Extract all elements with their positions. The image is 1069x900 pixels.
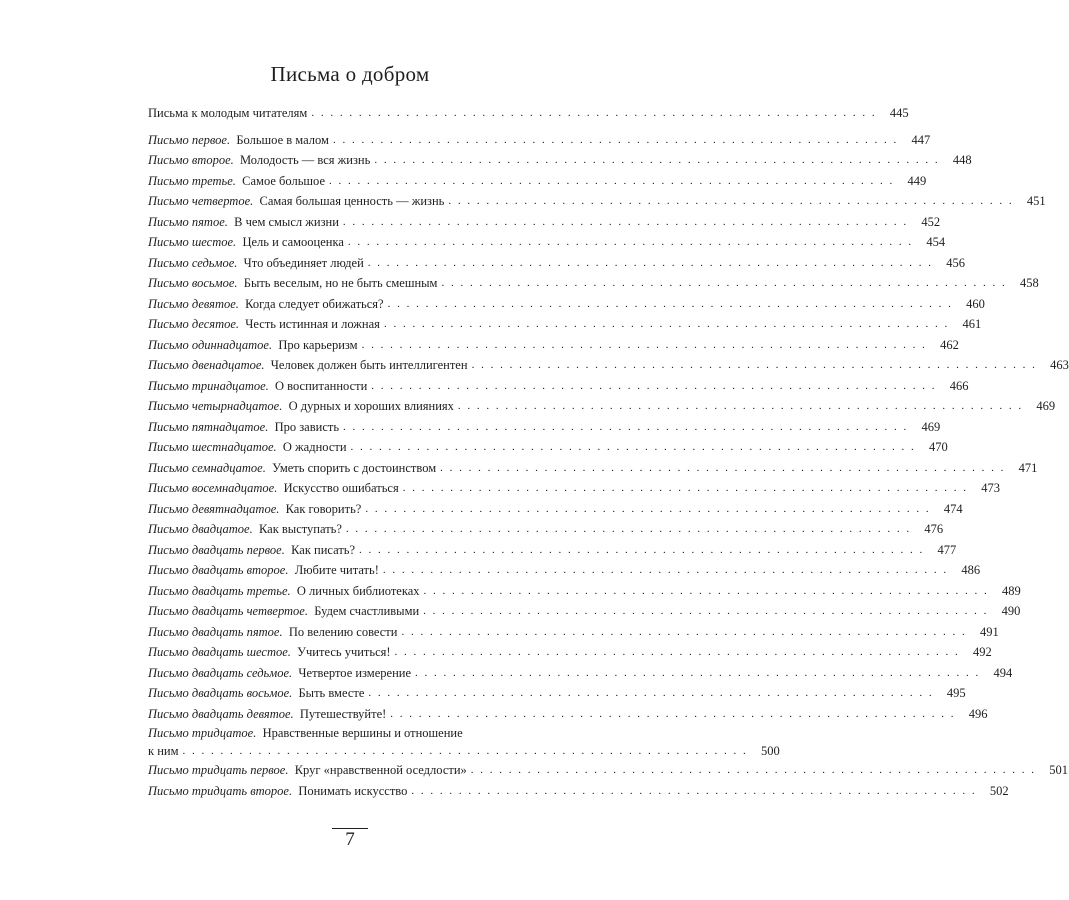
- toc-entry-text: [148, 642, 391, 663]
- toc-row-11: [148, 335, 959, 356]
- toc-entry-label: Письмо двенадцатое.: [148, 358, 265, 372]
- toc-entry-label: Письмо тридцать первое.: [148, 763, 289, 777]
- toc-entry-page: 496: [968, 706, 988, 721]
- dot-leader: [329, 171, 894, 192]
- toc-entry-page: 494: [993, 665, 1013, 680]
- toc-entry-text: [148, 376, 367, 397]
- toc-row-2: [148, 150, 972, 171]
- toc-row-6: [148, 232, 946, 253]
- toc-entry-label: Письмо двадцать седьмое.: [148, 665, 293, 680]
- toc-entry-text: [148, 601, 419, 622]
- toc-entry-text: [148, 760, 467, 781]
- toc-entry-text: [148, 540, 355, 561]
- toc-entry-title: В чем смысл жизни: [234, 214, 339, 229]
- toc-entry-page: 454: [926, 235, 946, 249]
- toc-entry-label: Письмо двадцать шестое.: [148, 645, 291, 659]
- toc-row-1: [148, 130, 931, 151]
- toc-row-4: [148, 191, 1046, 212]
- toc-entry-text: [148, 560, 379, 581]
- toc-row-5: [148, 212, 941, 233]
- toc-entry-page: 486: [961, 563, 981, 577]
- toc-entry-text: [148, 335, 358, 356]
- toc-entry-label: Письмо седьмое.: [148, 255, 238, 270]
- toc-entry-title: Честь истинная и ложная: [245, 317, 380, 331]
- toc-entry-page: 466: [949, 378, 969, 393]
- toc-entry-page: 474: [943, 501, 963, 516]
- toc-entry-page: 456: [946, 255, 966, 270]
- toc-entry-title: Про зависть: [274, 419, 340, 434]
- toc-entry-label: Письмо тринадцатое.: [148, 378, 269, 393]
- toc-entry-title: Самая большая ценность — жизнь: [259, 194, 445, 208]
- dot-leader: [403, 478, 968, 499]
- toc-entry-page: 462: [940, 337, 959, 352]
- toc-entry-page: 489: [1002, 583, 1021, 598]
- dot-leader: [424, 581, 989, 602]
- toc-entry-title: О воспитанности: [275, 378, 368, 393]
- dot-leader: [343, 417, 908, 438]
- toc-row-23: [148, 581, 1021, 602]
- toc-entry-label: Письмо пятнадцатое.: [148, 419, 269, 434]
- dot-leader: [441, 273, 1006, 294]
- dot-leader: [472, 355, 1037, 376]
- toc-entry-label: Письмо девятое.: [148, 296, 239, 311]
- toc-row-10: [148, 314, 982, 335]
- toc-entry-page: 447: [911, 132, 931, 147]
- toc-entry-text: [148, 663, 411, 684]
- toc-row-22: [148, 560, 981, 581]
- toc-entry-page: 458: [1019, 276, 1039, 290]
- toc-entry-text: [148, 294, 384, 315]
- dot-leader: [395, 642, 960, 663]
- toc-entry-title: О жадности: [282, 440, 347, 454]
- toc-entry-page: 452: [921, 214, 941, 229]
- toc-row-9: [148, 294, 985, 315]
- toc-entry-page: 470: [929, 440, 948, 454]
- toc-entry-text: [148, 499, 361, 520]
- toc-row-18: [148, 478, 1000, 499]
- dot-leader: [384, 314, 949, 335]
- toc-entry-text: [148, 130, 329, 151]
- toc-entry-page: 473: [981, 481, 1000, 495]
- toc-entry-text: [148, 171, 325, 192]
- toc-entry-title-cont: к ним: [148, 744, 179, 758]
- toc-entry-page: 471: [1018, 460, 1038, 475]
- toc-entry-label: Письмо восьмое.: [148, 276, 238, 290]
- toc-row-3: [148, 171, 927, 192]
- toc-entry-label: Письмо третье.: [148, 173, 236, 188]
- toc-entry-title: Человек должен быть интеллигентен: [270, 358, 468, 372]
- toc-entry-title: Быть веселым, но не быть смешным: [243, 276, 438, 290]
- toc-row-24: [148, 601, 1021, 622]
- dot-leader: [383, 560, 948, 581]
- toc-entry-title: Про карьеризм: [278, 337, 358, 352]
- toc-entry-page: 500: [761, 744, 780, 758]
- toc-entry-page: 469: [921, 419, 941, 434]
- toc-entry-title: Молодость — вся жизнь: [240, 153, 371, 167]
- toc-entry-page: 501: [1049, 763, 1069, 777]
- dot-leader: [448, 191, 1013, 212]
- toc-row-15: [148, 417, 941, 438]
- toc-entry-label: Письмо девятнадцатое.: [148, 501, 280, 516]
- toc-entry-page: 491: [979, 624, 999, 639]
- toc-entry-title: Быть вместе: [298, 686, 365, 700]
- toc-row-27: [148, 663, 1013, 684]
- toc-entry-title: Что объединяет людей: [243, 255, 364, 270]
- toc-row-17: [148, 458, 1038, 479]
- toc-entry-label: Письмо двадцатое.: [148, 522, 253, 536]
- toc-entry-label: Письмо второе.: [148, 153, 234, 167]
- toc-entry-text: [148, 191, 444, 212]
- toc-entry-page: 490: [1001, 604, 1021, 618]
- toc-entry-title: Понимать искусство: [298, 783, 408, 798]
- toc-entry-label: Письмо двадцать девятое.: [148, 706, 294, 721]
- dot-leader: [183, 742, 748, 760]
- toc-entry-text: [148, 232, 344, 253]
- toc-row-16: [148, 437, 948, 458]
- toc-entry-label: Письмо двадцать восьмое.: [148, 686, 293, 700]
- toc-row-14: [148, 396, 1056, 417]
- dot-leader: [423, 601, 988, 622]
- dot-leader: [401, 622, 966, 643]
- dot-leader: [388, 294, 953, 315]
- toc-entry-title: Большое в малом: [236, 132, 329, 147]
- toc-entry-label: Письмо восемнадцатое.: [148, 481, 278, 495]
- toc-entry-text: [148, 396, 454, 417]
- dot-leader: [359, 540, 924, 561]
- toc-intro-row: [148, 103, 909, 124]
- dot-leader: [351, 437, 916, 458]
- toc-entry-title: Учитесь учиться!: [297, 645, 391, 659]
- toc-entry-label: Письмо десятое.: [148, 317, 240, 331]
- toc-entry-page: 495: [946, 686, 966, 700]
- dot-leader: [348, 232, 913, 253]
- toc-entry-label: Письмо шестое.: [148, 235, 237, 249]
- toc-entry-label: Письмо двадцать пятое.: [148, 624, 283, 639]
- toc-row-12: [148, 355, 1069, 376]
- toc-entry-text: [148, 704, 386, 725]
- toc-entry-title: Круг «нравственной оседлости»: [294, 763, 467, 777]
- dot-leader: [415, 663, 980, 684]
- toc-entry-label: Письмо пятое.: [148, 214, 228, 229]
- dot-leader: [343, 212, 908, 233]
- toc-entry-title: По велению совести: [288, 624, 398, 639]
- toc-entry-label: Письмо двадцать четвертое.: [148, 604, 308, 618]
- toc-row-13: [148, 376, 969, 397]
- toc-row-28: [148, 683, 966, 704]
- toc-entry-text: [148, 355, 468, 376]
- toc-entry-title: О личных библиотеках: [296, 583, 420, 598]
- toc-entry-page: 502: [989, 783, 1009, 798]
- toc-row-26: [148, 642, 992, 663]
- dot-leader: [458, 396, 1023, 417]
- toc-entry-text: [148, 478, 399, 499]
- toc-intro-page: 445: [889, 106, 909, 120]
- toc-entry-title: Цель и самооценка: [242, 235, 344, 249]
- dot-leader: [368, 683, 933, 704]
- page-title: Письма о добром: [270, 62, 430, 86]
- toc-entry-page: 449: [907, 173, 927, 188]
- toc-row-19: [148, 499, 963, 520]
- toc-entry-text: [148, 150, 370, 171]
- dot-leader: [311, 103, 876, 124]
- page-number: 7: [345, 829, 355, 850]
- toc-entry-page: 460: [966, 296, 985, 311]
- toc-entry-label: Письмо двадцать второе.: [148, 563, 289, 577]
- toc-entry-text: [148, 683, 364, 704]
- toc-entry-text: [148, 581, 420, 602]
- toc-intro-title: Письма к молодым читателям: [148, 106, 308, 120]
- toc-entry-label: Письмо шестнадцатое.: [148, 440, 277, 454]
- toc-entry-page: 492: [973, 645, 992, 659]
- toc-row-20: [148, 519, 944, 540]
- toc-entry-title: Четвертое измерение: [298, 665, 411, 680]
- toc-entry-title: Самое большое: [242, 173, 326, 188]
- dot-leader: [333, 130, 898, 151]
- toc-entry-label: Письмо двадцать третье.: [148, 583, 291, 598]
- dot-leader: [440, 458, 1005, 479]
- toc-entry-title: Как говорить?: [285, 501, 362, 516]
- toc-entry-page: 477: [937, 542, 957, 557]
- toc-entry-title: Нравственные вершины и отношение: [262, 726, 463, 740]
- toc-entry-text: [148, 314, 380, 335]
- toc-entry-title: О дурных и хороших влияниях: [288, 399, 454, 413]
- toc-row-29: [148, 704, 988, 725]
- dot-leader: [362, 335, 927, 356]
- toc-entry-text: [148, 781, 407, 802]
- toc-entry-page: 461: [962, 317, 982, 331]
- toc-entry-title: Как выступать?: [258, 522, 342, 536]
- dot-leader: [374, 150, 939, 171]
- toc-entry-label: Письмо четвертое.: [148, 194, 254, 208]
- toc-entry-page: 463: [1050, 358, 1069, 372]
- toc-entry-label: Письмо одиннадцатое.: [148, 337, 273, 352]
- toc-row-7: [148, 253, 966, 274]
- toc-entry-text: [148, 458, 436, 479]
- toc-row-25: [148, 622, 999, 643]
- toc-entry-text: [148, 417, 339, 438]
- toc-row-31: [148, 760, 1069, 781]
- toc-entry-label: Письмо тридцать второе.: [148, 783, 293, 798]
- toc-entry-label: Письмо двадцать первое.: [148, 542, 285, 557]
- toc-entry-title: Искусство ошибаться: [283, 481, 399, 495]
- toc-entry-title: Когда следует обижаться?: [245, 296, 384, 311]
- toc-entry-text: [148, 519, 342, 540]
- toc-row-8: [148, 273, 1039, 294]
- toc-entry-text: [148, 253, 364, 274]
- toc-entry-page: 469: [1036, 399, 1056, 413]
- dot-leader: [368, 253, 933, 274]
- toc-entry-title: Как писать?: [291, 542, 356, 557]
- toc-entry-text: [148, 622, 397, 643]
- dot-leader: [411, 781, 976, 802]
- dot-leader: [346, 519, 911, 540]
- toc-entry-title: Путешествуйте!: [299, 706, 387, 721]
- toc-entry-page: 451: [1026, 194, 1046, 208]
- toc-entry-page: 476: [924, 522, 944, 536]
- toc-row-21: [148, 540, 957, 561]
- toc-entry-page: 448: [952, 153, 972, 167]
- toc-entry-label: Письмо семнадцатое.: [148, 460, 266, 475]
- toc-entry-label: Письмо тридцатое.: [148, 726, 257, 740]
- toc-row-32: [148, 781, 1009, 802]
- toc-entry-label: Письмо первое.: [148, 132, 231, 147]
- toc-entry-text: [148, 212, 339, 233]
- dot-leader: [471, 760, 1036, 781]
- toc-entry-text: [148, 273, 437, 294]
- dot-leader: [371, 376, 936, 397]
- dot-leader: [365, 499, 930, 520]
- toc-entry-title: Будем счастливыми: [314, 604, 420, 618]
- dot-leader: [390, 704, 955, 725]
- toc-entry-label: Письмо четырнадцатое.: [148, 399, 283, 413]
- toc-entry-text: [148, 437, 347, 458]
- toc-entry-title: Любите читать!: [294, 563, 379, 577]
- table-of-contents: [148, 103, 1069, 801]
- toc-row-30: [148, 724, 780, 760]
- toc-entry-title: Уметь спорить с достоинством: [272, 460, 437, 475]
